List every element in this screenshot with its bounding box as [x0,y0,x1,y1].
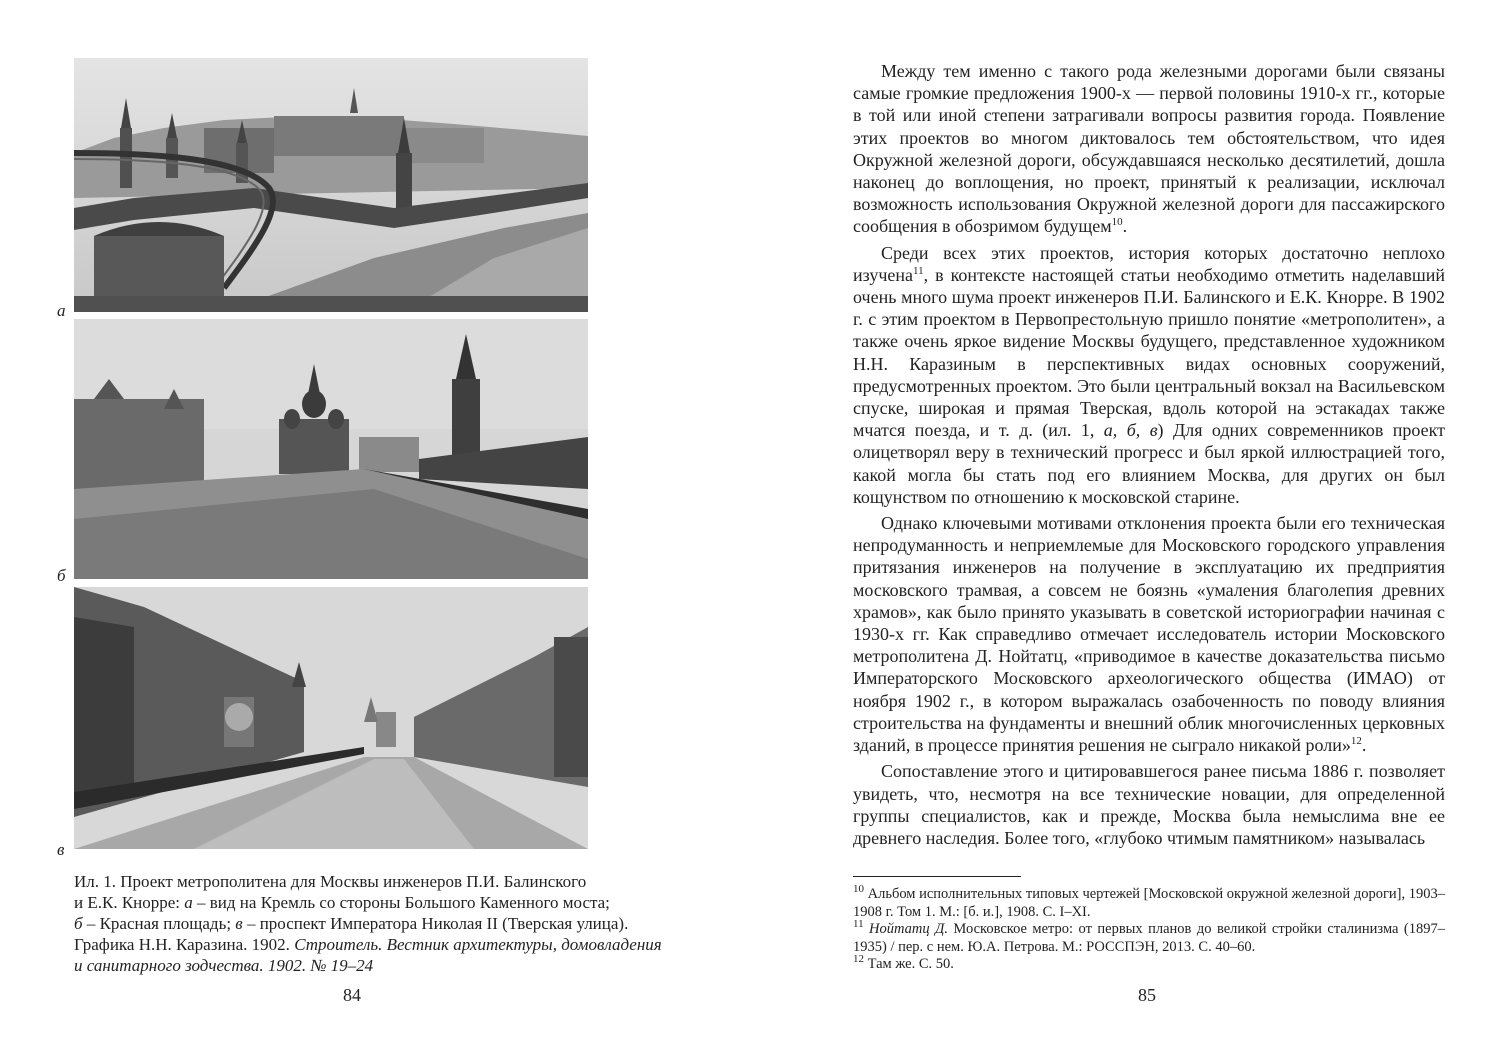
footnote: $^{10}$ Альбом исполнительных типовых чертежей [Московской окружной железной дороги], 1903–1908 г. Том 1. М.: [б. и.], 1908. С. I–XI. [853,883,1445,920]
right-page [750,0,1500,1050]
footnotes [853,883,1445,974]
figure-tverskaya-street [74,587,588,849]
footnote: $^{11}$ Нойтатц Д. Московское метро: от первых планов до великой стройки сталинизма (1897–1935) / пер. с нем. Ю.А. Петрова. М.: РОССПЭН, 2013. С. 40–60. [853,918,1445,955]
figure-letter-b: б [57,566,66,585]
figure-kremlin-view [74,58,588,312]
page-number-left: 84 [343,985,361,1005]
page-number-right: 85 [1138,985,1156,1005]
figure-red-square [74,319,588,579]
figure-letter-c: в [57,840,65,859]
figure-letter-a: а [57,301,66,320]
figure-caption [74,871,674,976]
paragraph: Между тем именно с такого рода железными дорогами были связаны самые громкие предложения 1900-х — первой половины 1910-х гг., которые в той или иной степени затрагивали вопросы развития города. Появление этих проектов во многом диктовалось тем обстоятельством, что идея Окружной железной дороги, обсуждавшаяся несколько десятилетий, дошла наконец до воплощения, но проект, принятый к реализации, исключал возможность использования Окружной железной дороги для пассажирского сообщения в обозримом будущем$^{10}$. [853,61,1445,237]
caption-line: Графика Н.Н. Каразина. 1902. Строитель. Вестник архитектуры, домовладения [74,935,662,954]
caption-line: Ил. 1. Проект метрополитена для Москвы инженеров П.И. Балинского [74,872,587,891]
caption-line: и санитарного зодчества. 1902. № 19–24 [74,956,374,975]
paragraph: Среди всех этих проектов, история которых достаточно неплохо изучена$^{11}$, в контексте настоящей статьи необходимо отметить наделавший очень много шума проект инженеров П.И. Балинского и Е.К. Кнорре. В 1902 г. с этим проектом в Первопрестольную пришло понятие «метрополитен», а также очень яркое видение Москвы будущего, представленное художником Н.Н. Каразиным в перспективных видах основных сооружений, предусмотренных проектом. Это были центральный вокзал на Васильевском спуске, широкая и прямая Тверская, вдоль которой на эстакадах также мчатся поезда, и т. д. (ил. 1, а, б, в) Для одних современников проект олицетворял веру в технический прогресс и был яркой иллюстрацией того, какой могла бы стать под его влиянием Москва, для других он был кощунством по отношению к московской старине. [853,242,1445,507]
caption-line: и Е.К. Кнорре: а – вид на Кремль со стороны Большого Каменного моста; [74,893,610,912]
paragraph: Сопоставление этого и цитировавшегося ранее письма 1886 г. позволяет увидеть, что, несмотря на все технические новации, для определенной группы специалистов, как и прежде, Москва была немыслима вне ее древнего наследия. Более того, «глубоко чтимым памятником» называлась [853,761,1445,848]
footnote-ref[interactable]: 11 [913,264,924,277]
footnote-divider [853,876,1021,877]
footnote: $^{12}$ Там же. С. 50. [853,953,954,972]
footnote-ref[interactable]: 12 [1350,735,1362,748]
paragraph: Однако ключевыми мотивами отклонения проекта были его техническая непродуманность и неприемлемые для Московского городского управления притязания инженеров на получение в эксплуатацию их предприятия московского трамвая, а совсем не боязнь «умаления благолепия древних храмов», как было принято указывать в советской историографии начиная с 1930-х гг. Как справедливо отмечает исследователь истории Московского метрополитена Д. Нойтатц, «приводимое в качестве доказательства письмо Императорского Московского археологического общества (ИМАО) от ноября 1902 г., в котором выражалась озабоченность по поводу влияния строительства на фундаменты и внешний облик многочисленных церковных зданий, в процессе принятия решения не сыграло никакой роли»$^{12}$. [853,513,1445,756]
body-text [853,60,1445,853]
footnote-ref[interactable]: 10 [1111,216,1123,229]
caption-line: б – Красная площадь; в – проспект Императора Николая II (Тверская улица). [74,914,629,933]
